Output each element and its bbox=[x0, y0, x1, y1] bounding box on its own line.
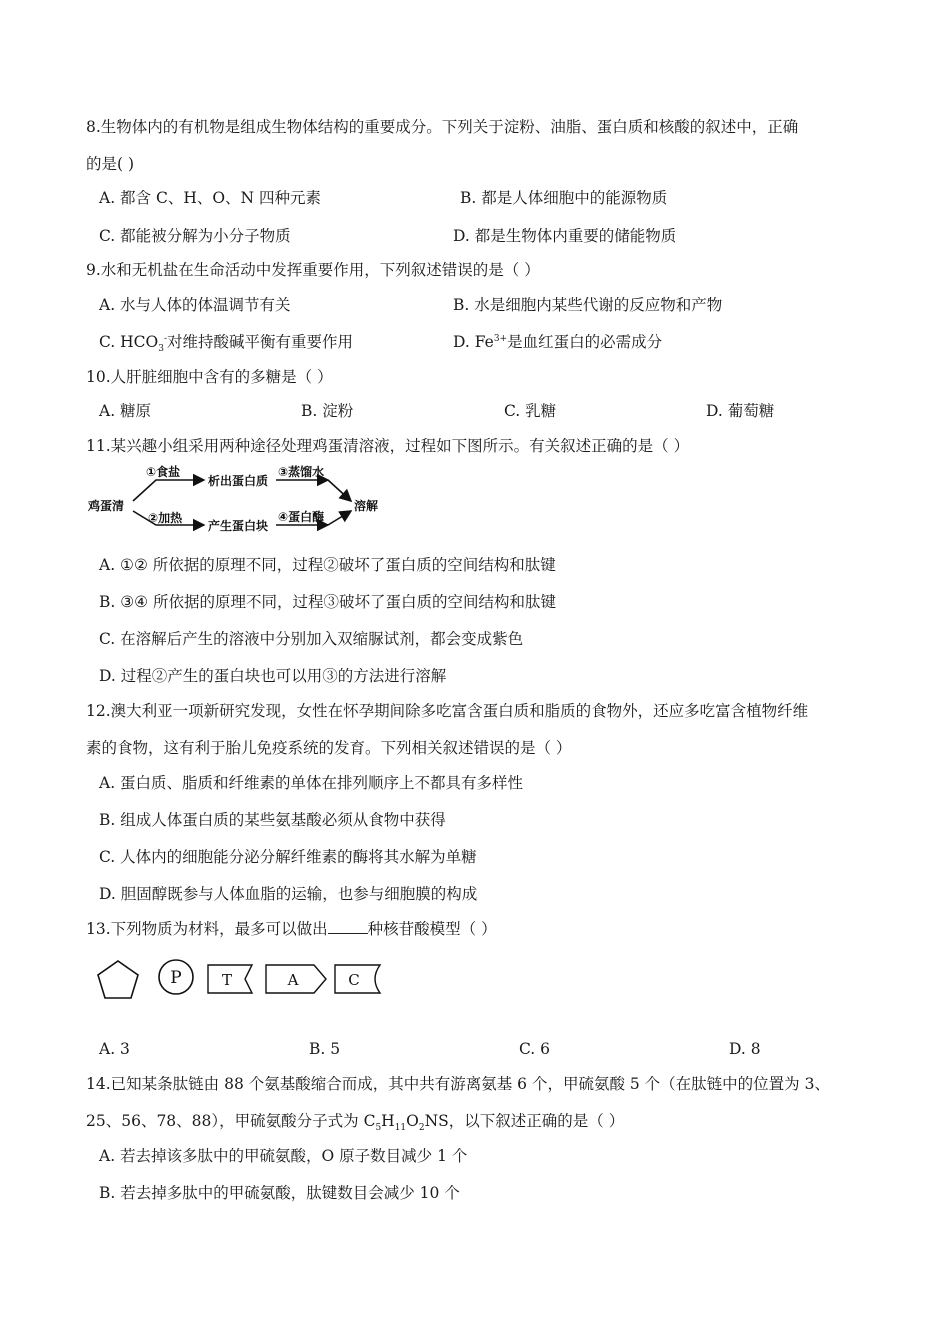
q9-option-c-sub: 3 bbox=[158, 344, 164, 355]
q14-stem-line2 bbox=[86, 1111, 625, 1134]
diagram-step1-label: ①食盐 bbox=[146, 465, 181, 479]
q12-stem-line2: 素的食物，这有利于胎儿免疫系统的发育。下列相关叙述错误的是（ ） bbox=[86, 739, 572, 757]
diagram-arrow-upper-left bbox=[133, 480, 204, 501]
q9-option-d-sup: 3+ bbox=[493, 333, 508, 344]
diagram-arrow-lower-right bbox=[328, 511, 351, 525]
q13-option-d: D. 8 bbox=[729, 1040, 761, 1058]
q8-option-c: C. 都能被分解为小分子物质 bbox=[99, 227, 291, 245]
q9-option-d bbox=[453, 332, 662, 352]
q13-option-c: C. 6 bbox=[519, 1040, 551, 1058]
diagram-step2-label: ②加热 bbox=[148, 511, 183, 525]
q8-option-a: A. 都含 C、H、O、N 四种元素 bbox=[99, 189, 322, 207]
diagram-start-label: 鸡蛋清 bbox=[88, 499, 125, 513]
q14-line2-suffix: NS，以下叙述正确的是（ ） bbox=[424, 1112, 625, 1130]
pentagon-sugar-shape bbox=[98, 961, 138, 998]
q14-line2-prefix: 25、56、78、88），甲硫氨酸分子式为 C bbox=[86, 1112, 376, 1130]
q12-stem-line1: 12.澳大利亚一项新研究发现，女性在怀孕期间除多吃富含蛋白质和脂质的食物外，还应多吃富含植物纤维 bbox=[86, 702, 809, 720]
q12-option-d: D. 胆固醇既参与人体血脂的运输，也参与细胞膜的构成 bbox=[99, 885, 478, 903]
q13-option-b: B. 5 bbox=[309, 1040, 341, 1058]
q14-formula-o: O bbox=[406, 1112, 419, 1130]
q12-option-a: A. 蛋白质、脂质和纤维素的单体在排列顺序上不都具有多样性 bbox=[99, 774, 524, 792]
q10-option-a: A. 糖原 bbox=[99, 402, 152, 420]
q9-option-c-prefix: C. HCO bbox=[99, 333, 159, 351]
q11-option-b: B. ③④ 所依据的原理不同，过程③破坏了蛋白质的空间结构和肽键 bbox=[99, 593, 556, 611]
q9-option-a: A. 水与人体的体温调节有关 bbox=[99, 296, 291, 314]
q14-formula-sub3: 2 bbox=[418, 1123, 425, 1134]
diagram-mid2-label: 产生蛋白块 bbox=[208, 519, 269, 533]
q14-formula-h: H bbox=[381, 1112, 395, 1130]
q10-option-c: C. 乳糖 bbox=[504, 402, 557, 420]
q13-stem-prefix: 13.下列物质为材料，最多可以做出 bbox=[86, 920, 328, 938]
q13-stem-suffix: 种核苷酸模型（ ） bbox=[367, 920, 497, 938]
q14-formula-sub1: 5 bbox=[375, 1123, 382, 1134]
base-c-label: C bbox=[348, 971, 360, 989]
q9-stem: 9.水和无机盐在生命活动中发挥重要作用，下列叙述错误的是（ ） bbox=[86, 261, 540, 279]
q9-option-b: B. 水是细胞内某些代谢的反应物和产物 bbox=[453, 296, 723, 314]
q10-option-d: D. 葡萄糖 bbox=[706, 402, 775, 420]
q12-option-c: C. 人体内的细胞能分泌分解纤维素的酶将其水解为单糖 bbox=[99, 848, 477, 866]
q11-stem: 11.某兴趣小组采用两种途径处理鸡蛋清溶液，过程如下图所示。有关叙述正确的是（ ） bbox=[86, 437, 690, 455]
q8-option-b: B. 都是人体细胞中的能源物质 bbox=[460, 189, 668, 207]
base-a-label: A bbox=[287, 971, 299, 989]
q13-option-a: A. 3 bbox=[99, 1040, 130, 1058]
q14-stem-line1: 14.已知某条肽链由 88 个氨基酸缩合而成，其中共有游离氨基 6 个，甲硫氨酸 5 个（在肽链中的位置为 3、 bbox=[86, 1075, 830, 1093]
q11-option-d: D. 过程②产生的蛋白块也可以用③的方法进行溶解 bbox=[99, 667, 447, 685]
q14-option-a: A. 若去掉该多肽中的甲硫氨酸，O 原子数目减少 1 个 bbox=[99, 1147, 468, 1165]
q11-option-c: C. 在溶解后产生的溶液中分别加入双缩脲试剂，都会变成紫色 bbox=[99, 630, 524, 648]
q13-blank bbox=[328, 919, 368, 934]
q13-stem bbox=[86, 919, 497, 939]
q9-option-c-text: 对维持酸碱平衡有重要作用 bbox=[167, 333, 354, 351]
q10-stem: 10.人肝脏细胞中含有的多糖是（ ） bbox=[86, 368, 333, 386]
q9-option-d-text: 是血红蛋白的必需成分 bbox=[507, 333, 663, 351]
q14-option-b: B. 若去掉多肽中的甲硫氨酸，肽键数目会减少 10 个 bbox=[99, 1184, 460, 1202]
phosphate-label: P bbox=[170, 968, 182, 988]
diagram-arrow-upper-right bbox=[328, 480, 351, 501]
q11-process-diagram bbox=[86, 463, 386, 545]
q12-option-b: B. 组成人体蛋白质的某些氨基酸必须从食物中获得 bbox=[99, 811, 446, 829]
q8-option-d: D. 都是生物体内重要的储能物质 bbox=[453, 227, 677, 245]
q11-option-a: A. ①② 所依据的原理不同，过程②破坏了蛋白质的空间结构和肽键 bbox=[99, 556, 556, 574]
q8-stem-line2: 的是( ) bbox=[86, 155, 135, 173]
q14-formula-sub2: 11 bbox=[394, 1123, 407, 1134]
diagram-mid1-label: 析出蛋白质 bbox=[208, 474, 269, 488]
q13-shapes-figure bbox=[92, 955, 392, 1005]
base-t-label: T bbox=[221, 971, 233, 989]
q9-option-d-prefix: D. Fe bbox=[453, 333, 494, 351]
q9-option-c bbox=[99, 332, 354, 355]
q9-option-c-sup: - bbox=[163, 333, 168, 344]
q10-option-b: B. 淀粉 bbox=[301, 402, 354, 420]
q8-stem-line1: 8.生物体内的有机物是组成生物体结构的重要成分。下列关于淀粉、油脂、蛋白质和核酸的叙述中，正确 bbox=[86, 118, 799, 136]
diagram-end-label: 溶解 bbox=[354, 499, 379, 513]
diagram-step3-label: ③蒸馏水 bbox=[278, 465, 325, 479]
diagram-step4-label: ④蛋白酶 bbox=[278, 510, 325, 524]
